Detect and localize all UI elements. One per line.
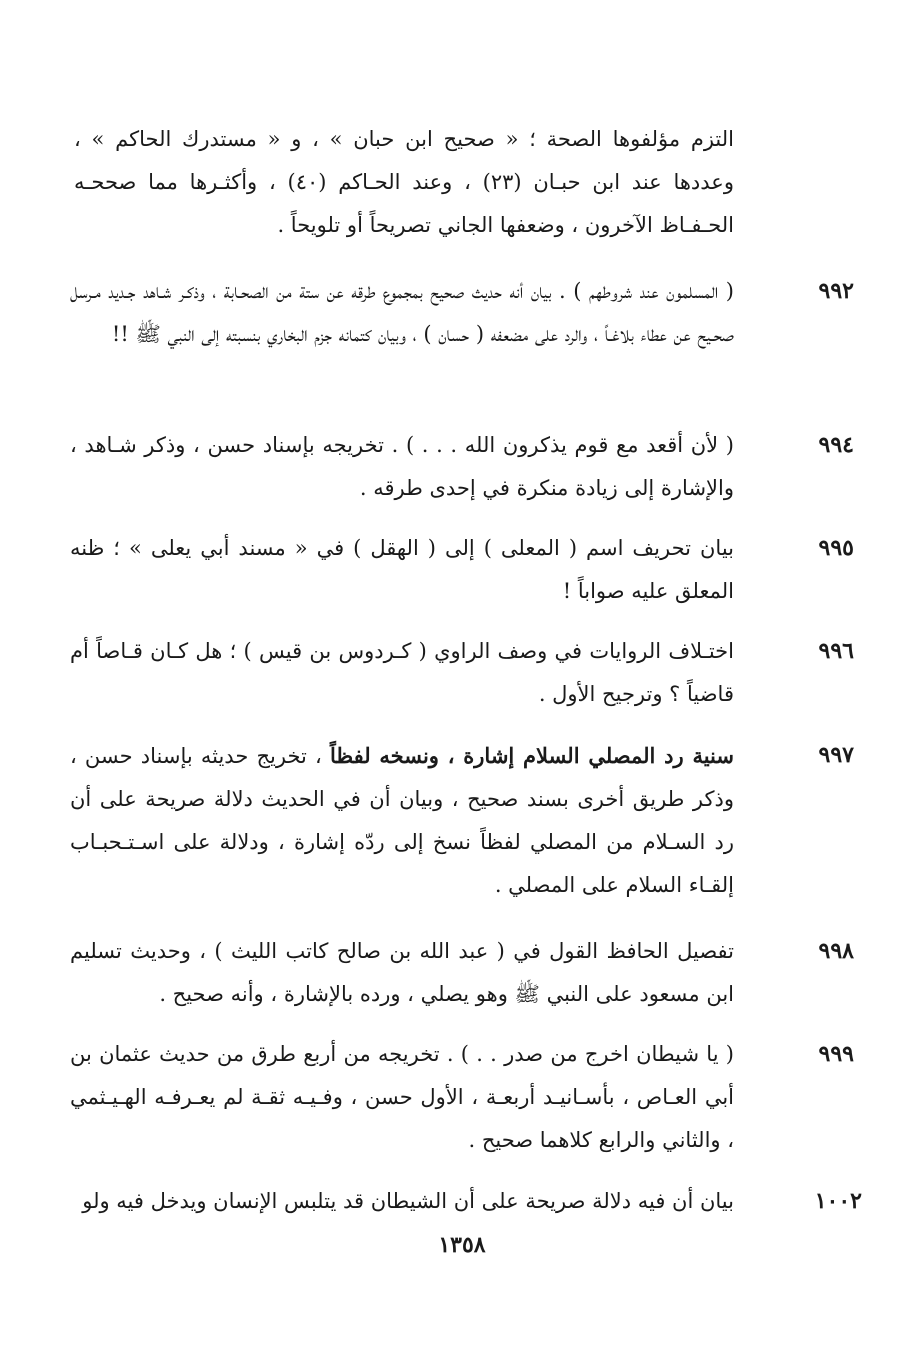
entry-number: ٩٩٧	[818, 742, 854, 768]
page-number: ١٣٥٨	[438, 1232, 486, 1258]
entry-997	[70, 734, 854, 907]
entry-992	[70, 270, 854, 356]
entry-text: بيان أن فيه دلالة صريحة على أن الشيطان قد يتلبس الإنسان ويدخل فيه ولو	[82, 1189, 734, 1213]
entry-995	[70, 527, 854, 613]
entry-998	[70, 930, 854, 1016]
entry-996	[70, 630, 854, 716]
entry-text: بيان تحريف اسم ( المعلى ) إلى ( الهقل ) في « مسند أبي يعلى » ؛ ظنه المعلق عليه صواباً !	[70, 536, 734, 603]
entry-text: ( لأن أقعد مع قوم يذكرون الله . . . ) . تخريجه بإسناد حسن ، وذكر شـاهد ، والإشارة إلى زيادة منكرة في إحدى طرقه .	[70, 433, 734, 500]
entry-text-body: ، تخريج حديثه بإسناد حسن ، وذكر طريق أخرى بسند صحيح ، وبيان أن في الحديث دلالة صريحة على أن رد السـلام من المصلي لفظاً نسخ إلى ردّه إشارة ، ودلالة على اسـتـحبـاب إلقـاء السلام على المصلي .	[70, 744, 734, 897]
entry-number: ٩٩٦	[818, 638, 854, 664]
entry-text: تفصيل الحافظ القول في ( عبد الله بن صالح كاتب الليث ) ، وحديث تسليم ابن مسعود على النبي ﷺ وهو يصلي ، ورده بالإشارة ، وأنه صحيح .	[70, 939, 734, 1006]
entry-number: ٩٩٨	[818, 938, 854, 964]
entry-text: اختـلاف الروايات في وصف الراوي ( كـردوس بن قيس ) ؛ هل كـان قـاصاً أم قاضياً ؟ وترجيح الأول .	[70, 639, 734, 706]
entry-1002	[70, 1180, 862, 1223]
entry-bold-lead: سنية رد المصلي السلام إشارة ، ونسخه لفظاً	[329, 743, 734, 768]
intro-paragraph: التزم مؤلفوها الصحة ؛ « صحيح ابن حبان » ، و « مستدرك الحاكم » ، وعددها عند ابن حبـان (٢٣) ، وعند الحـاكم (٤٠) ، وأكثـرها مما صححـه الحـفـاظ الآخرون ، وضعفها الجاني تصريحاً أو تلويحاً .	[74, 127, 734, 237]
entry-999	[70, 1033, 854, 1162]
entry-number: ٩٩٢	[818, 278, 854, 304]
entry-number: ٩٩٩	[818, 1041, 854, 1067]
entry-994	[70, 424, 854, 510]
entry-number: ١٠٠٢	[814, 1188, 862, 1214]
entry-text: ( يا شيطان اخرج من صدر . . ) . تخريجه من أربع طرق من حديث عثمان بن أبي العـاص ، بأسـانيـد أربعـة ، الأول حسن ، وفـيـه ثقـة لم يعـرفـه الهـيـثمي ، والثاني والرابع كلاهما صحيح .	[70, 1042, 734, 1152]
entry-number: ٩٩٥	[818, 535, 854, 561]
entry-text	[70, 734, 734, 907]
entry-number: ٩٩٤	[818, 432, 854, 458]
entry-text: ( المسلمون عند شروطهم ) . بيان أنه حديث صحيح بمجموع طرقه عن ستة من الصحـابة ، وذكـر شـاهد جـديد مـرسل صحـيح عن عطاء بلاغـاً ، والرد على مضعفه ( حسان ) ، وبيان كتمانه جزم البخاري بنسبته إلى النبي ﷺ !!	[70, 279, 734, 346]
